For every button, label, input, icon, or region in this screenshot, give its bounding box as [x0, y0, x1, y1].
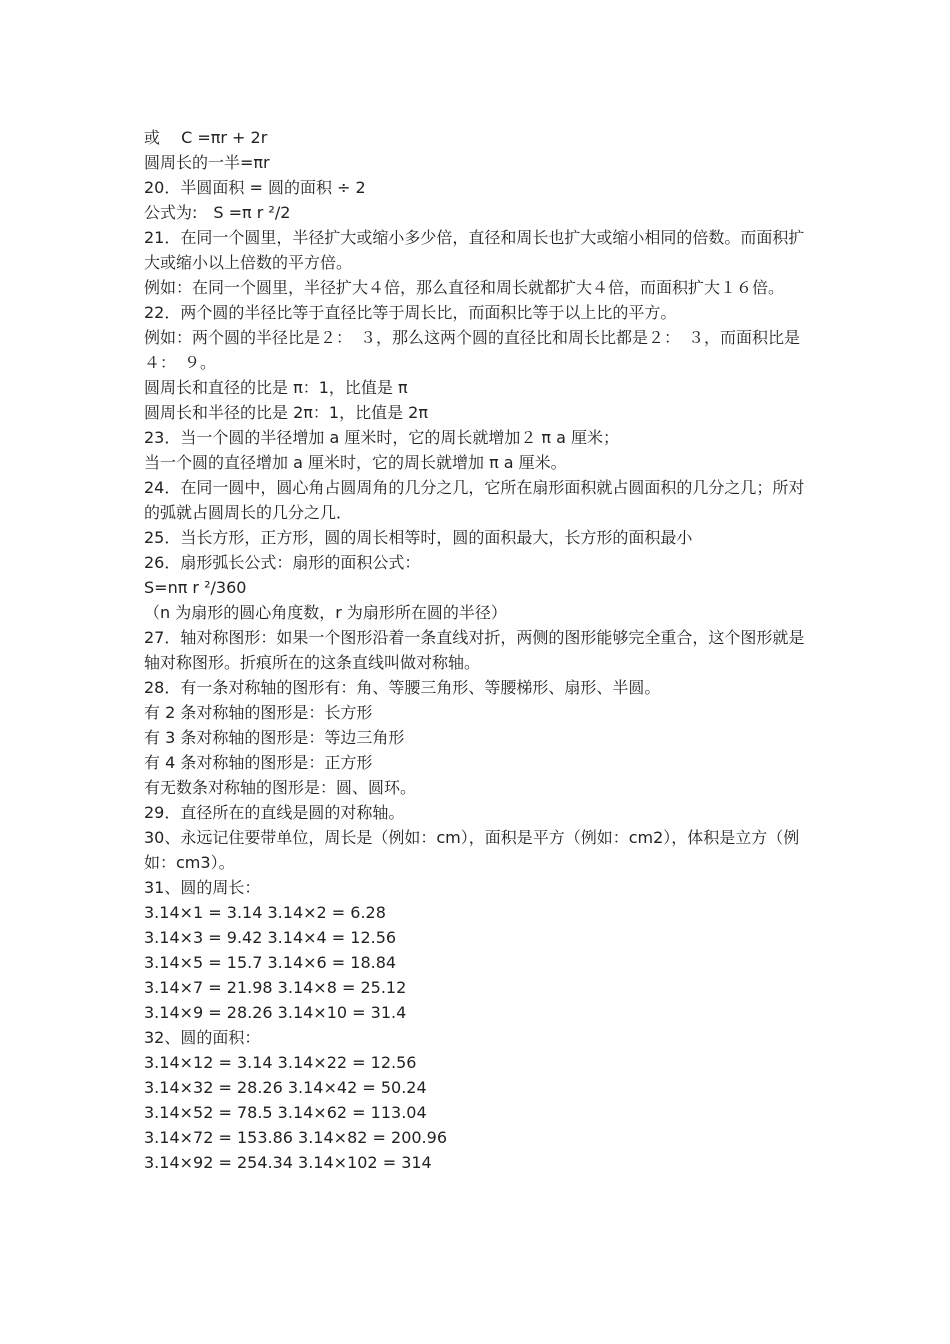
text-line: 例如：两个圆的半径比是２： ３，那么这两个圆的直径比和周长比都是２： ３，而面积比是４： ９。: [144, 328, 801, 372]
text-line: 有无数条对称轴的图形是：圆、圆环。: [144, 778, 417, 797]
text-line: 28．有一条对称轴的图形有：角、等腰三角形、等腰梯形、扇形、半圆。: [144, 678, 661, 697]
text-line: 或 C =πr + 2r: [144, 128, 268, 147]
text-line: 3.14×32 = 28.26 3.14×42 = 50.24: [144, 1078, 427, 1097]
text-line: 21．在同一个圆里，半径扩大或缩小多少倍，直径和周长也扩大或缩小相同的倍数。而面积扩大或缩小以上倍数的平方倍。: [144, 228, 805, 272]
text-line: 27．轴对称图形：如果一个图形沿着一条直线对折，两侧的图形能够完全重合，这个图形就是轴对称图形。折痕所在的这条直线叫做对称轴。: [144, 628, 805, 672]
text-line: 例如：在同一个圆里，半径扩大４倍，那么直径和周长就都扩大４倍，而面积扩大１６倍。: [144, 278, 785, 297]
text-line: S=nπ r ²/360: [144, 578, 247, 597]
text-line: 30、永远记住要带单位，周长是（例如：cm），面积是平方（例如：cm2），体积是立方（例如：cm3）。: [144, 828, 800, 872]
text-line: 32、圆的面积：: [144, 1028, 261, 1047]
text-line: 3.14×52 = 78.5 3.14×62 = 113.04: [144, 1103, 427, 1122]
text-line: 23．当一个圆的半径增加 a 厘米时，它的周长就增加２ π a 厘米；: [144, 428, 620, 447]
text-line: 22．两个圆的半径比等于直径比等于周长比，而面积比等于以上比的平方。: [144, 303, 677, 322]
text-line: 3.14×5 = 15.7 3.14×6 = 18.84: [144, 953, 397, 972]
text-line: 圆周长的一半=πr: [144, 153, 270, 172]
text-line: 有 2 条对称轴的图形是：长方形: [144, 703, 373, 722]
text-line: 3.14×1 = 3.14 3.14×2 = 6.28: [144, 903, 386, 922]
text-line: 圆周长和半径的比是 2π：1，比值是 2π: [144, 403, 428, 422]
text-line: 公式为: S =π r ²/2: [144, 203, 291, 222]
text-line: 3.14×3 = 9.42 3.14×4 = 12.56: [144, 928, 397, 947]
text-line: 圆周长和直径的比是 π：1，比值是 π: [144, 378, 408, 397]
text-line: 3.14×9 = 28.26 3.14×10 = 31.4: [144, 1003, 407, 1022]
text-line: 31、圆的周长：: [144, 878, 261, 897]
text-line: 29．直径所在的直线是圆的对称轴。: [144, 803, 405, 822]
text-line: 26．扇形弧长公式：扇形的面积公式：: [144, 553, 421, 572]
text-line: 有 3 条对称轴的图形是：等边三角形: [144, 728, 405, 747]
text-line: 3.14×7 = 21.98 3.14×8 = 25.12: [144, 978, 407, 997]
text-line: 24．在同一圆中，圆心角占圆周角的几分之几，它所在扇形面积就占圆面积的几分之几；所对的弧就占圆周长的几分之几．: [144, 478, 805, 522]
text-line: 20．半圆面积 = 圆的面积 ÷ 2: [144, 178, 366, 197]
text-line: 当一个圆的直径增加 a 厘米时，它的周长就增加 π a 厘米。: [144, 453, 567, 472]
document-page: [144, 125, 806, 1175]
text-line: 25．当长方形，正方形，圆的周长相等时，圆的面积最大，长方形的面积最小: [144, 528, 693, 547]
text-line: 有 4 条对称轴的图形是：正方形: [144, 753, 373, 772]
text-line: 3.14×72 = 153.86 3.14×82 = 200.96: [144, 1128, 447, 1147]
text-line: （n 为扇形的圆心角度数，r 为扇形所在圆的半径）: [144, 603, 507, 622]
text-line: 3.14×92 = 254.34 3.14×102 = 314: [144, 1153, 432, 1172]
text-line: 3.14×12 = 3.14 3.14×22 = 12.56: [144, 1053, 417, 1072]
